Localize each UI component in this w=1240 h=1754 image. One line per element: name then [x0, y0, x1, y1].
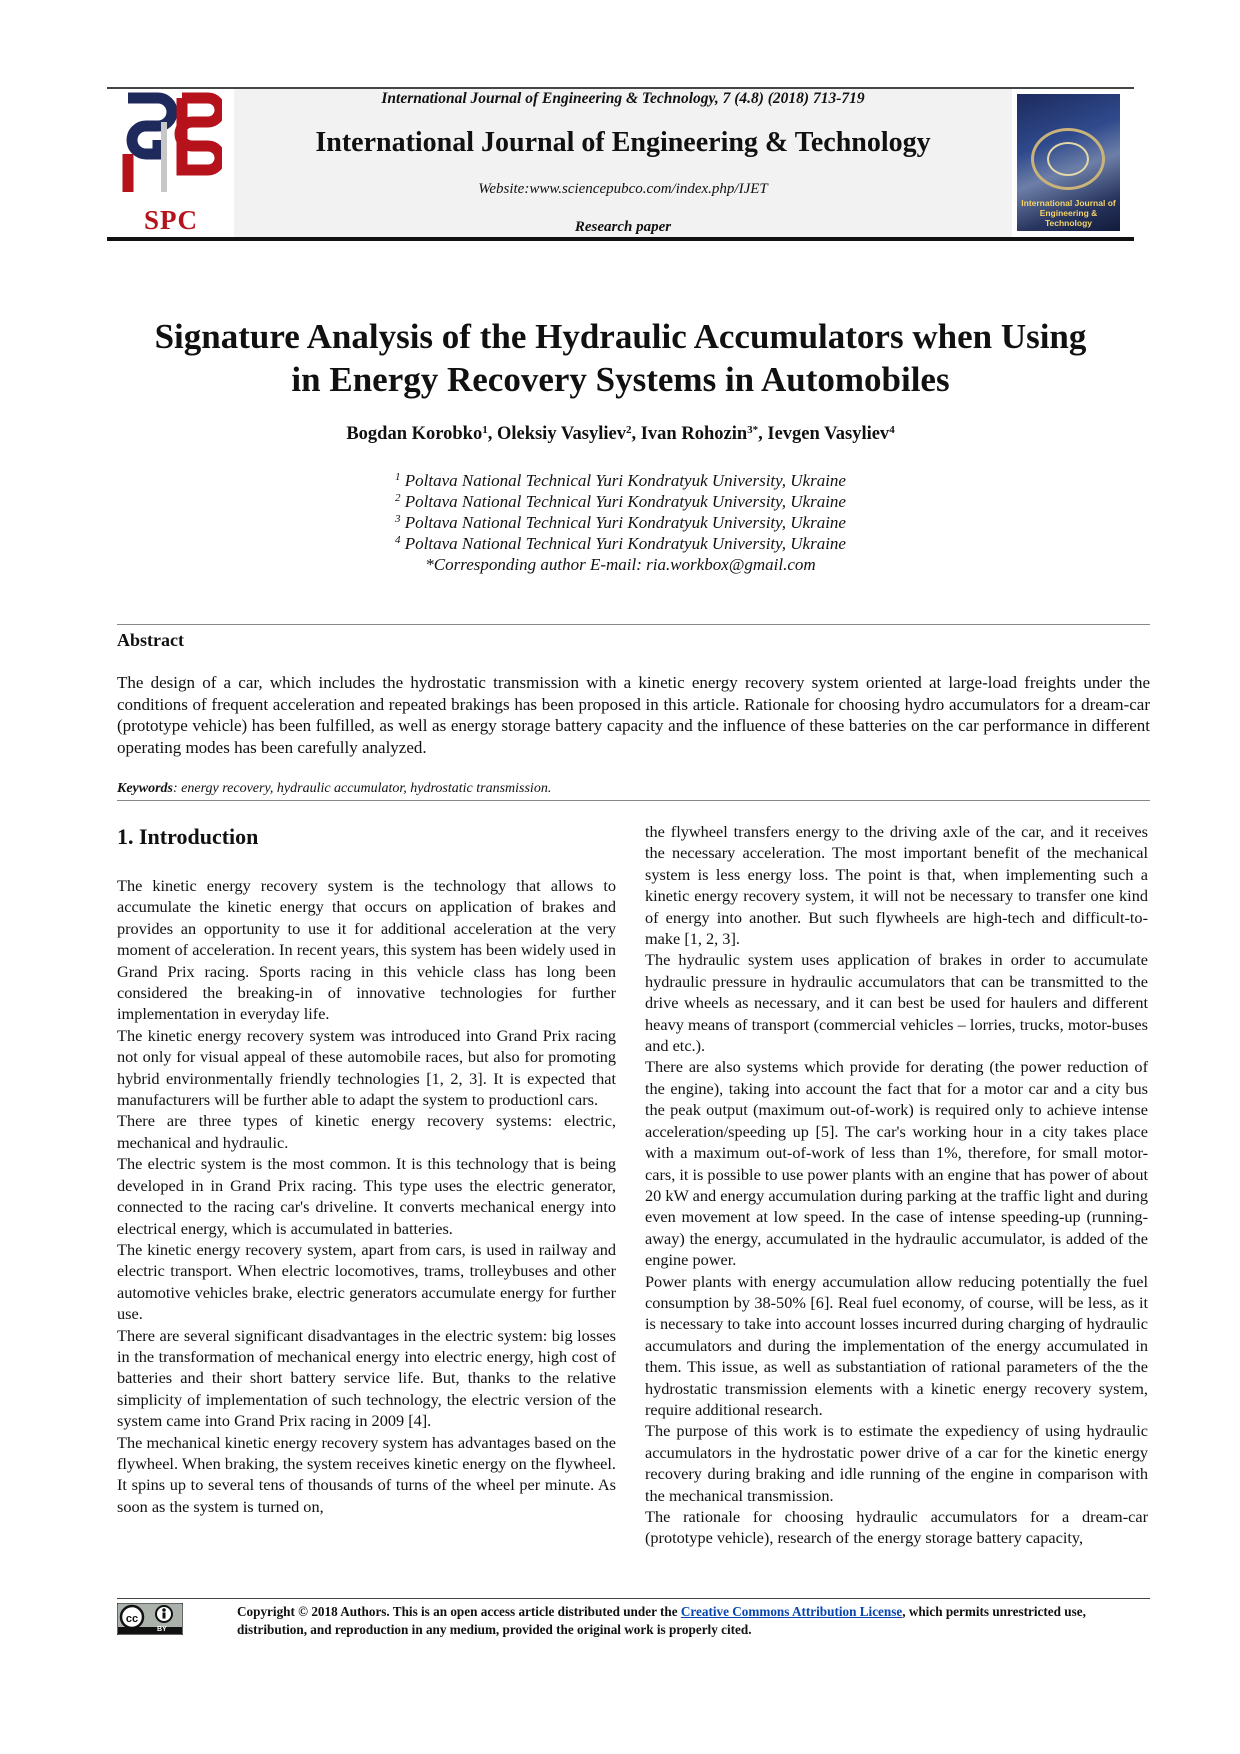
publisher-logo [112, 92, 230, 234]
paragraph: the flywheel transfers energy to the driving axle of the car, and it receives the necessary acceleration. The most important benefit of the mechanical system is less energy loss. The point is that, when implementing such a kinetic energy recovery system, it will not be necessary to transfer one kind of energy into another. But such flywheels are high-tech and difficult-to-make [1, 2, 3]. [645, 822, 1148, 949]
title-line-2: in Energy Recovery Systems in Automobiles [291, 360, 950, 399]
corresponding-author: *Corresponding author E-mail: ria.workbox@gmail.com [425, 555, 816, 574]
paragraph: The kinetic energy recovery system, apart from cars, is used in railway and electric transport. When electric locomotives, trams, trolleybuses and other automotive vehicles brake, electric generators accumulate energy for further use. [117, 1239, 616, 1324]
author-name: Oleksiy Vasyliev [496, 424, 626, 444]
logo-text: SPC [143, 205, 198, 235]
paragraph: There are several significant disadvantages in the electric system: big losses in the transformation of mechanical energy into electric energy, high cost of batteries and their short battery service life. But, thanks to the relative simplicity of implementation of such technology, the electric version of the system came into Grand Prix racing in 2009 [4]. [117, 1325, 616, 1431]
author-sup: 4 [889, 424, 895, 436]
section-heading-introduction: 1. Introduction [117, 824, 259, 849]
author-sup: 1 [482, 424, 488, 436]
copyright-text-start: Copyright © 2018 Authors. This is an open access article distributed under the [237, 1604, 681, 1619]
spc-logo-icon [120, 92, 222, 200]
paragraph: The kinetic energy recovery system is the technology that allows to accumulate the kinetic energy that occurs on application of brakes and provides an opportunity to use it for additional acceleration at the very moment of acceleration. In recent years, this system has been widely used in Grand Prix racing. Sports racing in this vehicle class has long been considered the breaking-in of innovative technologies for further implementation in everyday life. [117, 876, 616, 1024]
cover-ring-inner-graphic [1047, 142, 1089, 176]
keywords-text: : energy recovery, hydraulic accumulator, hydrostatic transmission. [173, 781, 552, 796]
left-column [117, 875, 616, 1517]
paragraph: The purpose of this work is to estimate the expediency of using hydraulic accumulators in the hydrostatic power drive of a car for the kinetic energy recovery during braking and idle running of the engine in comparison with the mechanical transmission. [645, 1421, 1148, 1505]
paragraph: There are three types of kinetic energy recovery systems: electric, mechanical and hydraulic. [117, 1111, 616, 1152]
author-separator: , [487, 424, 497, 444]
author-sup: 3* [747, 424, 759, 436]
journal-citation: International Journal of Engineering & Technology, 7 (4.8) (2018) 713-719 [381, 90, 865, 107]
affiliation-sup: 1 [395, 471, 401, 483]
license-link[interactable]: Creative Commons Attribution License [680, 1604, 903, 1619]
svg-text:cc: cc [125, 1613, 139, 1625]
affiliation-sup: 4 [395, 534, 401, 546]
keywords-label: Keywords [117, 781, 173, 796]
journal-name: International Journal of Engineering & Technology [315, 127, 931, 158]
affiliation-text: Poltava National Technical Yuri Kondratyuk University, Ukraine [404, 534, 846, 553]
paragraph: The rationale for choosing hydraulic accumulators for a dream-car (prototype vehicle), research of the energy storage battery capacity, [645, 1507, 1148, 1548]
keywords [117, 781, 1150, 797]
affiliation [107, 471, 1134, 491]
abstract-heading: Abstract [117, 630, 184, 650]
affiliation-text: Poltava National Technical Yuri Kondratyuk University, Ukraine [404, 492, 846, 511]
cc-by-license-icon [117, 1603, 183, 1635]
paragraph: The hydraulic system uses application of brakes in order to accumulate hydraulic pressure in hydraulic accumulators that can be transmitted to the drive wheels as necessary, and it can best be used for haulers and different heavy means of transport (commercial vehicles – lorries, trucks, motor-buses and etc.). [645, 950, 1148, 1056]
header-band [234, 89, 1012, 237]
affiliation-sup: 3 [395, 513, 401, 525]
copyright-notice [237, 1603, 1150, 1639]
abstract-bottom-rule [117, 800, 1150, 801]
author-sup: 2 [625, 424, 632, 436]
paragraph: There are also systems which provide for derating (the power reduction of the engine), taking into account the fact that for a motor car and a city bus the peak output (maximum out-of-work) is required only to achieve intense acceleration/speeding up [5]. The car's working hour in a city takes place with a maximum out-of-work of less than 1%, therefore, for small motor-cars, it is possible to use power plants with an engine that has power of about 20 kW and energy accumulation during parking at the traffic light and during even movement at low speed. In the case of intense speeding-up (running-away) the energy, accumulated in the hydraulic accumulator, is added of the engine power. [645, 1057, 1148, 1270]
abstract-text: The design of a car, which includes the hydrostatic transmission with a kinetic energy recovery system oriented at large-load freights under the conditions of frequent acceleration and repeated brakings has been proposed in this article. Rationale for choosing hydro accumulators for a dream-car (prototype vehicle) has been fulfilled, as well as energy storage battery capacity and the influence of these batteries on the car performance in different operating modes has been carefully analyzed. [117, 673, 1150, 757]
author-name: Bogdan Korobko [346, 424, 483, 444]
affiliation-text: Poltava National Technical Yuri Kondratyuk University, Ukraine [404, 513, 846, 532]
author-name: Ivan Rohozin [640, 424, 748, 444]
affiliation [107, 492, 1134, 512]
cc-badge-icon [117, 1603, 183, 1635]
journal-cover-image [1017, 94, 1120, 231]
author-name: Ievgen Vasyliev [767, 424, 890, 444]
affiliation [107, 534, 1134, 554]
affiliation-text: Poltava National Technical Yuri Kondratyuk University, Ukraine [404, 471, 846, 490]
copyright-text-end: , which permits unrestricted use, distribution, and reproduction in any medium, provided the original work is properly cited. [237, 1604, 1086, 1637]
article-title [107, 315, 1134, 401]
cc-by-label: BY [157, 1626, 167, 1633]
author-separator: , [758, 424, 768, 444]
paragraph: Power plants with energy accumulation allow reducing potentially the fuel consumption by 38-50% [6]. Real fuel economy, of course, will be less, as it is necessary to take into account losses incurred during charging of hydraulic accumulators and during the implementation of the energy accumulated in them. This issue, as well as substantiation of rational parameters of the the hydrostatic transmission elements with a kinetic energy recovery system, require additional research. [645, 1271, 1148, 1419]
journal-website: Website:www.sciencepubco.com/index.php/IJET [478, 181, 768, 197]
abstract-top-rule [117, 624, 1150, 625]
paragraph: The electric system is the most common. It is this technology that is being developed in in Grand Prix racing. This type uses the electric generator, connected to the racing car's driveline. It converts mechanical energy into electrical energy, which is accumulated in batteries. [117, 1154, 616, 1238]
footer-rule [117, 1598, 1150, 1599]
title-line-1: Signature Analysis of the Hydraulic Accumulators when Using [154, 317, 1087, 356]
author-list [107, 424, 1134, 445]
right-column [645, 821, 1148, 1549]
header-bottom-rule [107, 237, 1134, 241]
affiliation [107, 513, 1134, 533]
paragraph: The mechanical kinetic energy recovery system has advantages based on the flywheel. When braking, the system receives kinetic energy on the flywheel. It spins up to several tens of thousands of turns of the wheel per minute. As soon as the system is turned on, [117, 1432, 616, 1516]
paper-type: Research paper [574, 219, 672, 235]
paragraph: The kinetic energy recovery system was introduced into Grand Prix racing not only for visual appeal of these automobile races, but also for promoting hybrid environmentally friendly technologies [1, 2, 3]. It is expected that manufacturers will be further able to adapt the system to productionl cars. [117, 1025, 616, 1110]
affiliation-sup: 2 [395, 492, 401, 504]
author-separator: , [631, 424, 641, 444]
cover-title: International Journal of Engineering & Technology [1021, 198, 1116, 228]
